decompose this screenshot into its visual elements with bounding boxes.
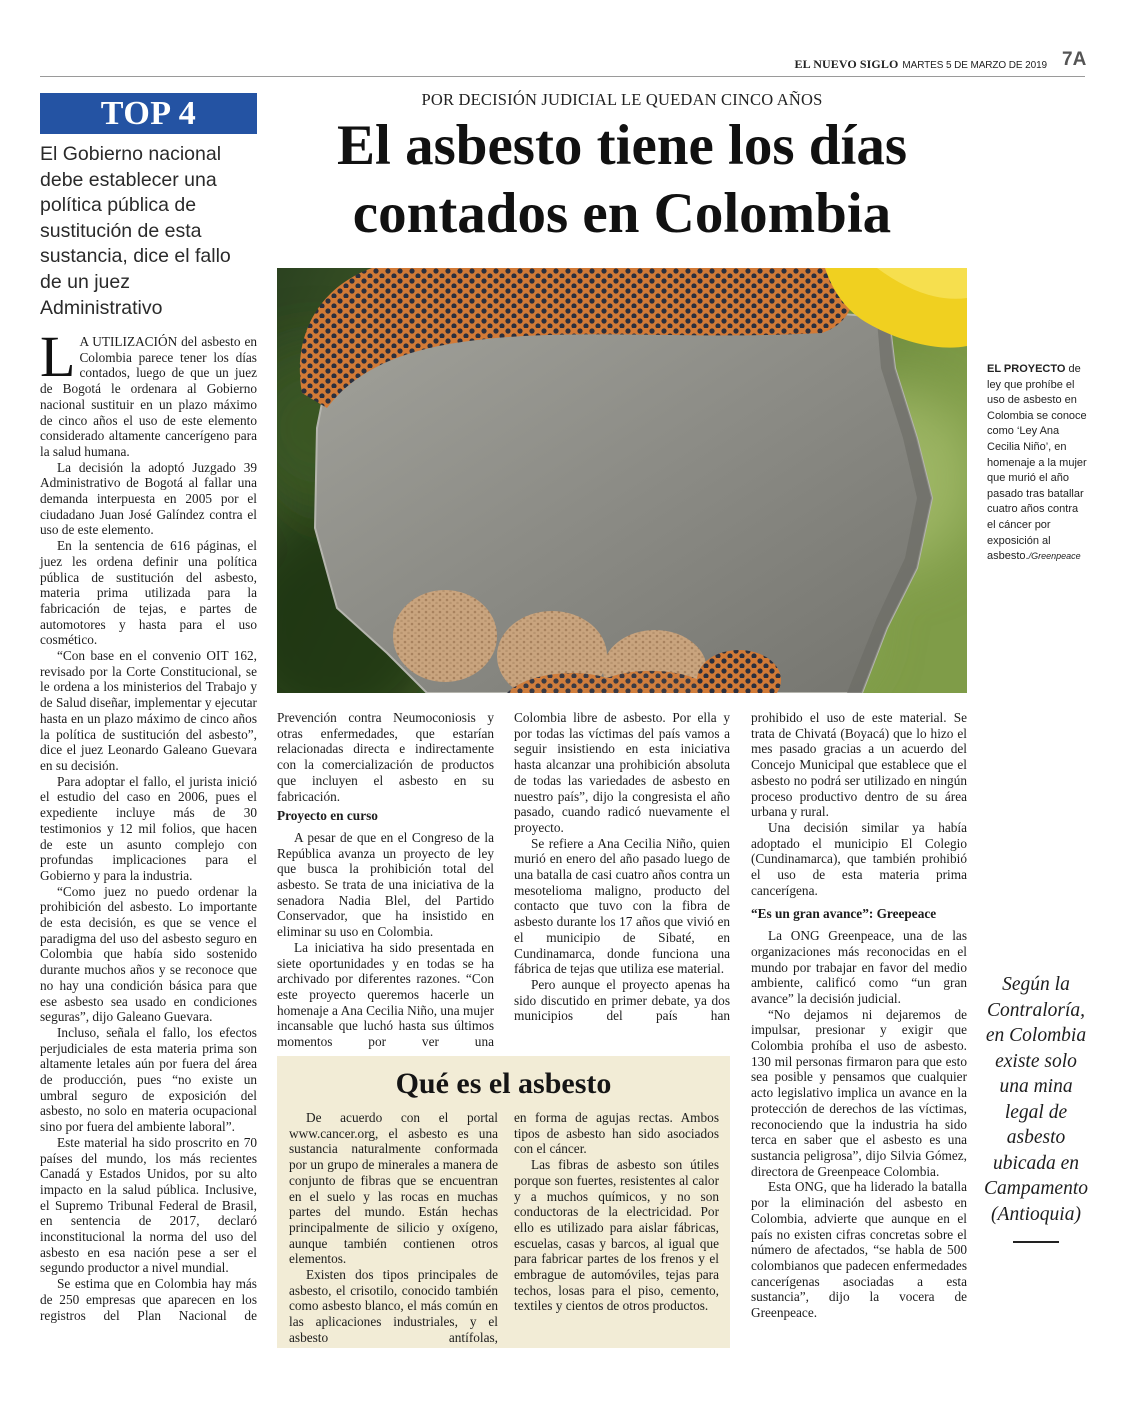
paragraph: prohibido el uso de este material. Se trata de Chivatá (Boyacá) que lo hizo el mes pasado gracias a un acuerdo del Concejo Municipal que establece que el asbesto no podrá ser utilizado en ningún proceso productivo dentro de su área urbana y rural. [751, 710, 967, 820]
pull-quote [983, 972, 1089, 1243]
paragraph: A pesar de que en el Congreso de la República avanza un proyecto de ley que busca la prohibición total del asbesto. Se trata de una iniciativa de la senadora Nadia Blel, del Partido Conservador, que ha insistido en eliminar su uso en Colombia. [277, 829, 494, 940]
body-column-1 [40, 324, 258, 1323]
section-badge: TOP 4 [40, 93, 257, 134]
subhead: Proyecto en curso [277, 808, 378, 824]
paragraph: Colombia libre de asbesto. Por ella y por todas las víctimas del país vamos a seguir insistiendo en esta iniciativa hasta alcanzar una prohibición absoluta de todas las variedades de asbesto en nuestro país”, dijo la congresista el año pasado, cuando radicó nuevamente el proyecto. [514, 710, 730, 835]
paragraph: La ONG Greenpeace, una de las organizaciones más reconocidas en el mundo por trabajar en favor del medio ambiente, calificó como “un gran avance” la decisión judicial. [751, 928, 967, 1006]
caption-lead: EL PROYECTO [987, 363, 1066, 375]
issue-date: MARTES 5 DE MARZO DE 2019 [902, 60, 1047, 71]
paragraph: La decisión la adoptó Juzgado 39 Administrativo de Bogotá al fallar una demanda interpuesta en 2005 por el ciudadano Juan José Galíndez contra el uso de este elemento. [40, 459, 257, 538]
factbox-column-left [289, 1110, 498, 1346]
paragraph: Las fibras de asbesto son útiles porque son fuertes, resistentes al calor y a muchos químicos, y no son conductoras de la electricidad. Por ello es utilizado para aislar fábricas, escuelas, casas y barcos, al igual que para fabricar partes de los frenos y el embrague de automóviles, tejas para techos, losas para el piso, cemento, textiles y cientos de otros productos. [514, 1157, 719, 1314]
glove-finger [393, 590, 497, 682]
factbox-column-right [514, 1110, 719, 1314]
paragraph: Existen dos tipos principales de asbesto, el crisotilo, conocido también como asbesto blanco, el más común en las aplicaciones industriales, y el asbesto antífolas, [289, 1267, 498, 1345]
paragraph: Se estima que en Colombia hay más de 250 empresas que aparecen en los registros del Plan Nacional de [40, 1276, 257, 1323]
masthead [795, 55, 1047, 73]
newspaper-name: EL NUEVO SIGLO [794, 57, 899, 71]
body-column-3 [514, 710, 730, 1024]
paragraph: Incluso, señala el fallo, los efectos perjudiciales de esta materia prima son altamente letales aún por fuera del área de producción, pues “no existe un umbral seguro de exposición del asbesto, no solo en materia ocupacional sino por fuera del ambiente laboral”. [40, 1024, 257, 1135]
headline-line-1: El asbesto tiene los días [336, 114, 908, 177]
headline [277, 112, 967, 248]
paragraph: Este material ha sido proscrito en 70 países del mundo, los más recientes Canadá y Estados Unidos, por su alto impacto en la salud pública. Inclusive, el Supremo Tribunal Federal de Brasil, en sentencia de 2017, declaró inconstitucional la norma del uso del asbesto en esa nación pese a ser el segundo productor a nivel mundial. [40, 1134, 257, 1276]
paragraph: Una decisión similar ya había adoptado el municipio El Colegio (Cundinamarca), que también prohibió el uso de esta materia prima cancerígena. [751, 819, 967, 898]
lead-paragraph [40, 324, 258, 460]
paragraph: De acuerdo con el portal www.cancer.org, el asbesto es una sustancia naturalmente conformada por un grupo de minerales a manera de conjunto de fibras que se encuentran en el suelo y las rocas en muchas partes del mundo. Están hechas principalmente de silicio y oxígeno, aunque también contienen otros elementos. [289, 1110, 498, 1267]
paragraph: en forma de agujas rectas. Ambos tipos de asbesto han sido asociados con el cáncer. [514, 1110, 719, 1157]
paragraph: Esta ONG, que ha liderado la batalla por la eliminación del asbesto en Colombia, advierte que aunque en el país no existen cifras concretas sobre el número de afectados, “se habla de 500 colombianos que padecen enfermedades cancerígenas asociadas a esta sustancia”, dijo la vocera de Greenpeace. [751, 1179, 967, 1321]
page-number: 7A [1062, 49, 1087, 70]
photo-illustration [277, 268, 967, 693]
pull-quote-text: Según la Contraloría, en Colombia existe solo una mina legal de asbesto ubicada en Campamento (Antioquia) [984, 974, 1088, 1225]
factbox-title: Qué es el asbesto [395, 1067, 612, 1100]
lead-caps: A UTILIZACIÓN [79, 334, 178, 349]
subhead: “Es un gran avance”: Greepeace [751, 906, 937, 922]
photo-credit: /Greenpeace [1028, 551, 1081, 562]
paragraph: Se refiere a Ana Cecilia Niño, quien murió en enero del año pasado luego de una batalla de casi cuatro años contra un mesotelioma maligno, producto del contacto que tuvo con la fibra de asbesto durante los 17 años que vivió en el municipio de Sibaté, en Cundinamarca, donde funciona una fábrica de tejas que utiliza ese material. [514, 835, 730, 977]
paragraph: “No dejamos ni dejaremos de impulsar, presionar y exigir que Colombia prohíba el uso de asbesto. 130 mil personas firmaron para que esto sea posible y pensamos que cualquier acto legislativo implica un avance en la protección de derechos de las víctimas, reconociendo que la industria ha sido terca en saber que el asbesto es una sustancia peligrosa”, dijo Silvia Gómez, directora de Greenpeace Colombia. [751, 1006, 967, 1179]
paragraph: “Como juez no puedo ordenar la prohibición del asbesto. Lo importante de esta decisión, es que se vence el paradigma del uso del asbesto seguro en Colombia que había sido sostenido durante muchos años y se reconoce que no hay una condición básica para que ese asbesto sea usado en condiciones seguras”, dijo Galeano Guevara. [40, 883, 257, 1025]
article-photo [277, 268, 967, 693]
drop-cap: L [40, 324, 76, 389]
photo-caption [987, 362, 1087, 565]
paragraph: La iniciativa ha sido presentada en siete oportunidades y en todas se ha archivado por diferentes razones. “Con este proyecto queremos hacerle un homenaje a Ana Cecilia Niño, una mujer incansable que luchó hasta sus últimos momentos por ver una [277, 939, 494, 1050]
headline-line-2: contados en Colombia [352, 182, 892, 245]
lead-text: del asbesto en Colombia parece tener los días contados, luego de que un juez de Bogotá le ordenara al Gobierno nacional sustituir en un plazo máximo de cinco años el uso de este elemento considerado altamente cancerígeno para la salud humana. [40, 334, 258, 459]
paragraph: Prevención contra Neumoconiosis y otras enfermedades, que estarían relacionadas directa e indirectamente con la comercialización de productos que incluyen el asbesto en su fabricación. [277, 710, 494, 804]
paragraph: Pero aunque el proyecto apenas ha sido discutido en primer debate, ya dos municipios del país han [514, 976, 730, 1024]
factbox [277, 1056, 730, 1348]
header-divider [40, 76, 1085, 77]
pull-quote-rule [1013, 1241, 1059, 1243]
article-summary: El Gobierno nacional debe establecer una política pública de sustitución de esta sustancia, dice el fallo de un juez Administrativo [40, 143, 231, 319]
paragraph: Para adoptar el fallo, el jurista inició el estudio del caso en 2006, pues el expediente incluye más de 30 testimonios y 12 mil folios, que hacen de este un asunto complejo con profundas implicaciones para el Gobierno y para la industria. [40, 773, 257, 883]
paragraph: En la sentencia de 616 páginas, el juez les ordena definir una política pública de sustitución del asbesto, materia prima utilizada para la fabricación de tejas, e partes de automotores y hasta para el uso cosmético. [40, 538, 257, 648]
paragraph: “Con base en el convenio OIT 162, revisado por la Corte Constitucional, se le ordena a los ministerios del Trabajo y de Salud diseñar, implementar y ejecutar hasta en un plazo máximo de cinco años la política de sustitución del asbesto”, dice el juez Leonardo Galeano Guevara en su decisión. [40, 648, 257, 773]
body-column-2 [277, 710, 494, 1050]
body-column-4 [751, 710, 967, 1321]
caption-text: de ley que prohíbe el uso de asbesto en Colombia se conoce como ‘Ley Ana Cecilia Niño’, en homenaje a la mujer que murió el año pasado tras batallar cuatro años contra el cáncer por exposición al asbesto. [987, 363, 1087, 563]
kicker: POR DECISIÓN JUDICIAL LE QUEDAN CINCO AÑOS [421, 90, 823, 109]
